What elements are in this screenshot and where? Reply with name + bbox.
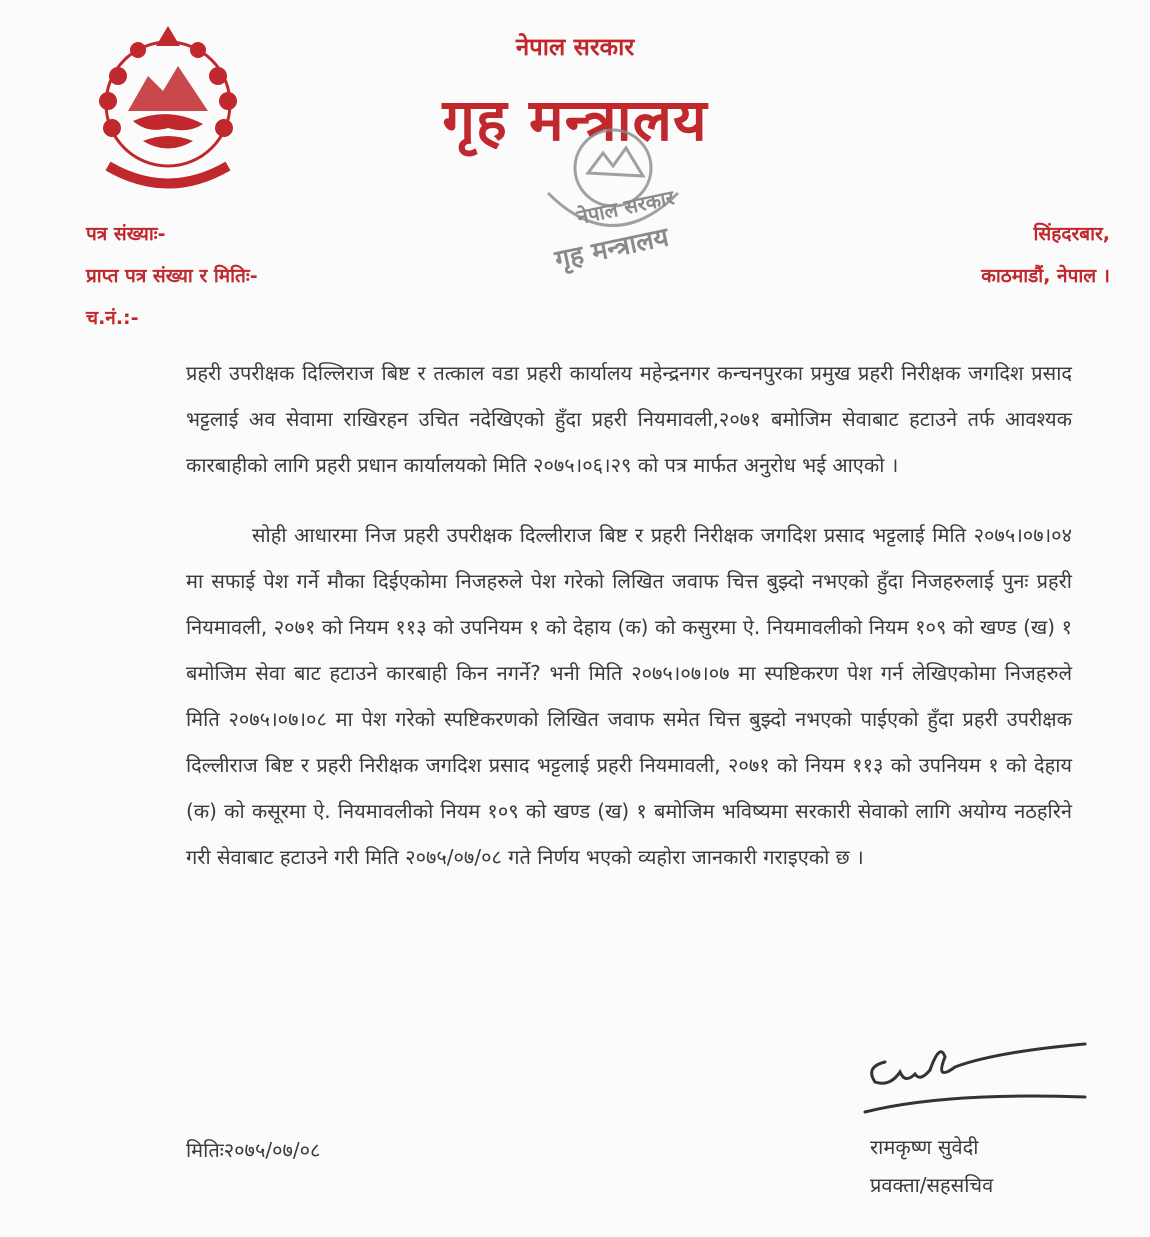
stamp-line-1: नेपाल सरकार	[574, 185, 677, 230]
letter-body	[186, 350, 1072, 880]
body-paragraph-1: प्रहरी उपरीक्षक दिल्लिराज बिष्ट र तत्काल वडा प्रहरी कार्यालय महेन्द्रनगर कन्चनपुरका प्रमुख प्रहरी निरीक्षक जगदिश प्रसाद भट्टलाई अव सेवामा राखिरहन उचित नदेखिएको हुँदा प्रहरी नियमावली,२०७१ बमोजिम सेवाबाट हटाउने तर्फ आवश्यक कारबाहीको लागि प्रहरी प्रधान कार्यालयको मिति २०७५।०६।२९ को पत्र मार्फत अनुरोध भई आएको ।	[186, 361, 1072, 477]
ministry-name: गृह मन्त्रालय	[442, 86, 708, 154]
signer-block	[870, 1128, 993, 1204]
dispatch-number-label: च.नं.:-	[86, 307, 139, 329]
ministry-stamp-icon	[518, 118, 698, 278]
received-letter-label: प्राप्त पत्र संख्या र मितिः-	[86, 265, 258, 287]
signer-name: रामकृष्ण सुवेदी	[870, 1135, 979, 1159]
address-line-1: सिंहदरबार,	[1033, 223, 1110, 245]
government-name: नेपाल सरकार	[515, 33, 635, 61]
stamp-line-2: गृह मन्त्रालय	[552, 222, 672, 276]
signer-title: प्रवक्ता/सहसचिव	[870, 1173, 994, 1197]
letter-number-label: पत्र संख्याः-	[86, 223, 166, 245]
body-paragraph-2: सोही आधारमा निज प्रहरी उपरीक्षक दिल्लीराज बिष्ट र प्रहरी निरीक्षक जगदिश प्रसाद भट्टलाई मिति २०७५।०७।०४ मा सफाई पेश गर्ने मौका दिईएकोमा निजहरुले पेश गरेको लिखित जवाफ चित्त बुझ्दो नभएको हुँदा निजहरुलाई पुनः प्रहरी नियमावली, २०७१ को नियम ११३ को उपनियम १ को देहाय (क) को कसुरमा ऐ. नियमावलीको नियम १०९ को खण्ड (ख) १ बमोजिम सेवा बाट हटाउने कारबाही किन नगर्ने? भनी मिति २०७५।०७।०७ मा स्पष्टिकरण पेश गर्न लेखिएकोमा निजहरुले मिति २०७५।०७।०८ मा पेश गरेको स्पष्टिकरणको लिखित जवाफ समेत चित्त बुझ्दो नभएको पाईएको हुँदा प्रहरी उपरीक्षक दिल्लीराज बिष्ट र प्रहरी निरीक्षक जगदिश प्रसाद भट्टलाई प्रहरी नियमावली, २०७१ को नियम ११३ को उपनियम १ को देहाय (क) को कसूरमा ऐ. नियमावलीको नियम १०९ को खण्ड (ख) १ बमोजिम भविष्यमा सरकारी सेवाको लागि अयोग्य नठहरिने गरी सेवाबाट हटाउने गरी मिति २०७५/०७/०८ गते निर्णय भएको व्यहोरा जानकारी गराइएको छ ।	[186, 523, 1072, 869]
address-line-2: काठमाडौं, नेपाल ।	[981, 265, 1110, 287]
signature-icon	[845, 1022, 1105, 1132]
issue-date: मितिः२०७५/०७/०८	[186, 1138, 321, 1162]
